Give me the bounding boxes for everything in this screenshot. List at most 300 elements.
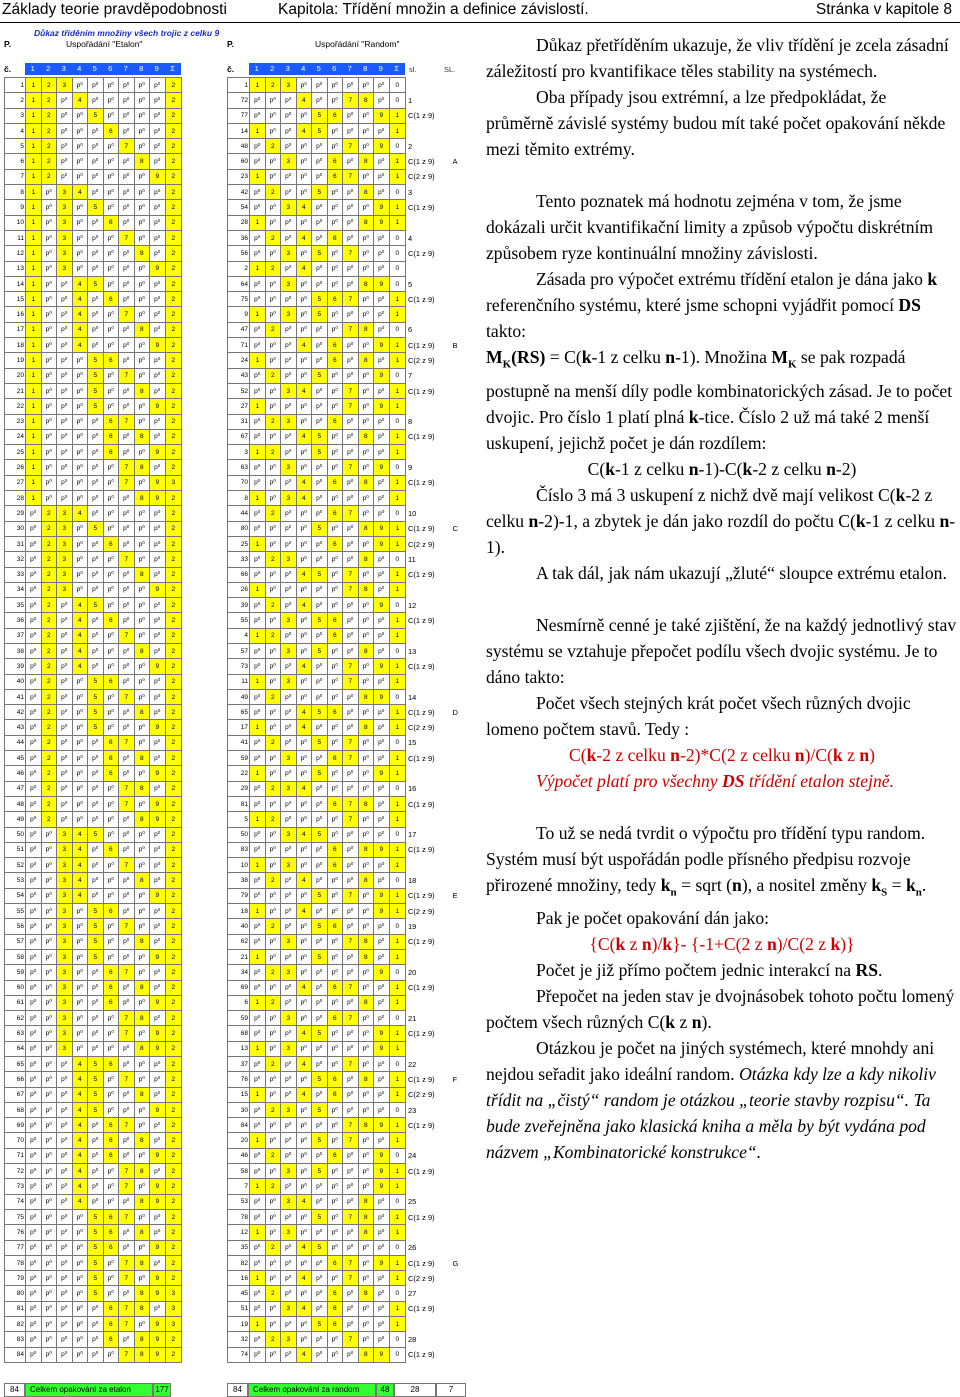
table-cell: p⁰ xyxy=(250,292,266,307)
table-cell: p⁰ xyxy=(312,139,328,154)
table-cell: 2 xyxy=(41,521,57,536)
group-label-cell xyxy=(451,980,483,995)
sl-cell: C(1 z 9) xyxy=(408,1350,435,1360)
text-run: -2) xyxy=(835,458,857,479)
text-run: k xyxy=(895,484,906,505)
table-cell: p⁰ xyxy=(134,1317,150,1332)
table-cell: p⁰ xyxy=(343,1194,359,1209)
table-cell: 6 xyxy=(327,980,343,995)
table-row xyxy=(228,1317,483,1332)
table-cell: p⁰ xyxy=(327,766,343,781)
sum-cell: 2 xyxy=(165,445,182,460)
sum-cell: 0 xyxy=(389,1102,406,1117)
table-cell: p⁰ xyxy=(265,1209,281,1224)
table-cell: p⁰ xyxy=(265,705,281,720)
sum-cell: 1 xyxy=(389,1072,406,1087)
text-run: n xyxy=(691,1012,702,1033)
table-cell: 2 xyxy=(265,322,281,337)
table-cell: 3 xyxy=(281,1332,297,1347)
table-cell: p⁰ xyxy=(72,1240,88,1255)
table-cell: p⁰ xyxy=(41,322,57,337)
text-run: Přepočet na jeden stav je dvojnásobek tohoto počtu lomený počtem všech různých C( xyxy=(486,986,955,1033)
sum-cell: 2 xyxy=(165,659,182,674)
table-cell: p⁰ xyxy=(150,292,166,307)
table-cell: p⁰ xyxy=(103,169,119,184)
table-cell: 3 xyxy=(57,261,73,276)
table-cell: p⁰ xyxy=(296,628,312,643)
table-cell: p⁰ xyxy=(358,139,374,154)
table-cell: p⁰ xyxy=(265,338,281,353)
table-cell: p⁰ xyxy=(281,1118,297,1133)
table-cell: p⁰ xyxy=(343,521,359,536)
table-cell: 2 xyxy=(265,812,281,827)
table-row xyxy=(5,766,182,781)
table-cell: p⁰ xyxy=(150,215,166,230)
table-cell: 5 xyxy=(88,1255,104,1270)
table-cell: p⁰ xyxy=(72,521,88,536)
table-cell: p⁰ xyxy=(41,353,57,368)
row-number: 80 xyxy=(228,521,250,536)
table-row xyxy=(228,919,483,934)
table-cell: p⁰ xyxy=(296,1179,312,1194)
table-cell: 1 xyxy=(26,139,42,154)
table-cell: 5 xyxy=(88,108,104,123)
group-label-cell: D xyxy=(452,707,458,717)
paragraph xyxy=(486,560,958,586)
table-cell: p⁰ xyxy=(374,643,390,658)
table-row xyxy=(228,445,483,460)
table-cell: p⁰ xyxy=(312,1041,328,1056)
table-cell: p⁰ xyxy=(265,399,281,414)
table-cell: p⁰ xyxy=(72,215,88,230)
table-cell: p⁰ xyxy=(134,552,150,567)
table-cell: p⁰ xyxy=(41,399,57,414)
table-cell: p⁰ xyxy=(296,965,312,980)
table-cell: p⁰ xyxy=(103,1087,119,1102)
table-cell: p⁰ xyxy=(134,735,150,750)
table-cell: p⁰ xyxy=(358,383,374,398)
table-cell: p⁰ xyxy=(57,353,73,368)
row-number: 28 xyxy=(228,215,250,230)
sl-cell: C(1 z 9) xyxy=(408,478,435,488)
table-cell: p⁰ xyxy=(41,1286,57,1301)
table-cell: p⁰ xyxy=(72,949,88,964)
table-cell: p⁰ xyxy=(88,93,104,108)
sum-cell: 2 xyxy=(165,858,182,873)
table-cell: p⁰ xyxy=(327,643,343,658)
table-cell: 8 xyxy=(358,215,374,230)
table-cell: p⁰ xyxy=(57,1301,73,1316)
table-row xyxy=(5,230,182,245)
table-cell: p⁰ xyxy=(281,292,297,307)
group-label-cell xyxy=(451,200,483,215)
table-cell: p⁰ xyxy=(374,445,390,460)
table-cell: 4 xyxy=(72,613,88,628)
table-cell: 3 xyxy=(281,276,297,291)
table-cell: 7 xyxy=(119,368,135,383)
row-number: 41 xyxy=(5,689,26,704)
sl-cell: 26 xyxy=(408,1243,417,1253)
table-cell: p⁰ xyxy=(150,521,166,536)
table-cell: 5 xyxy=(312,1240,328,1255)
table-cell: p⁰ xyxy=(312,812,328,827)
table-cell: p⁰ xyxy=(72,368,88,383)
table-cell: p⁰ xyxy=(265,1317,281,1332)
table-cell: p⁰ xyxy=(281,1087,297,1102)
table-cell: p⁰ xyxy=(134,215,150,230)
table-cell: p⁰ xyxy=(296,919,312,934)
table-cell: 9 xyxy=(150,399,166,414)
table-cell: 7 xyxy=(119,628,135,643)
table-cell: p⁰ xyxy=(265,169,281,184)
row-number: 34 xyxy=(228,965,250,980)
table-cell: p⁰ xyxy=(150,689,166,704)
table-cell: p⁰ xyxy=(265,123,281,138)
table-cell: p⁰ xyxy=(250,980,266,995)
table-cell: p⁰ xyxy=(312,720,328,735)
table-cell: p⁰ xyxy=(296,1133,312,1148)
table-cell: p⁰ xyxy=(327,276,343,291)
table-cell: p⁰ xyxy=(41,261,57,276)
table-row xyxy=(5,582,182,597)
table-cell: p⁰ xyxy=(134,919,150,934)
table-cell: 8 xyxy=(358,154,374,169)
table-row xyxy=(228,536,483,551)
table-row xyxy=(228,567,483,582)
table-cell: p⁰ xyxy=(134,338,150,353)
table-cell: p⁰ xyxy=(41,230,57,245)
table-row xyxy=(228,169,483,184)
table-cell: 4 xyxy=(296,720,312,735)
table-cell: p⁰ xyxy=(119,506,135,521)
table-cell: 2 xyxy=(265,1148,281,1163)
table-cell: p⁰ xyxy=(41,1271,57,1286)
sum-cell: 0 xyxy=(389,643,406,658)
table-cell: p⁰ xyxy=(281,1240,297,1255)
row-number: 35 xyxy=(228,1240,250,1255)
row-number: 11 xyxy=(228,674,250,689)
table-cell: p⁰ xyxy=(72,78,88,93)
table-cell: p⁰ xyxy=(72,460,88,475)
table-cell: p⁰ xyxy=(72,108,88,123)
table-cell: p⁰ xyxy=(72,552,88,567)
group-label-cell xyxy=(451,1148,483,1163)
table-cell: p⁰ xyxy=(72,139,88,154)
sl-cell xyxy=(406,949,451,964)
table-cell: p⁰ xyxy=(343,919,359,934)
table-cell: 7 xyxy=(119,460,135,475)
table-row xyxy=(5,200,182,215)
table-cell: 3 xyxy=(281,414,297,429)
table-cell: p⁰ xyxy=(57,475,73,490)
table-cell: p⁰ xyxy=(327,1347,343,1362)
table-row xyxy=(228,888,483,903)
table-cell: p⁰ xyxy=(41,491,57,506)
right-footer xyxy=(227,1383,466,1395)
sum-cell: 0 xyxy=(389,230,406,245)
table-cell: p⁰ xyxy=(41,965,57,980)
table-cell: p⁰ xyxy=(119,598,135,613)
table-cell: p⁰ xyxy=(312,169,328,184)
group-label-cell xyxy=(451,1347,483,1362)
table-cell: p⁰ xyxy=(103,460,119,475)
table-cell: p⁰ xyxy=(41,1179,57,1194)
row-number: 72 xyxy=(228,93,250,108)
table-row xyxy=(228,1041,483,1056)
table-row xyxy=(5,567,182,582)
row-number: 42 xyxy=(228,185,250,200)
table-cell: p⁰ xyxy=(103,1255,119,1270)
table-row xyxy=(228,78,483,93)
header-chapter: Kapitola: Třídění množin a definice závislostí. xyxy=(278,1,589,18)
table-cell: 4 xyxy=(296,123,312,138)
group-label-cell xyxy=(451,1194,483,1209)
row-number: 79 xyxy=(5,1271,26,1286)
table-cell: p⁰ xyxy=(281,1148,297,1163)
table-cell: p⁰ xyxy=(26,659,42,674)
table-cell: p⁰ xyxy=(72,796,88,811)
table-cell: p⁰ xyxy=(374,292,390,307)
row-number: 31 xyxy=(228,414,250,429)
table-cell: p⁰ xyxy=(265,108,281,123)
table-cell: p⁰ xyxy=(327,1179,343,1194)
text-run: k xyxy=(832,744,843,765)
table-cell: p⁰ xyxy=(119,995,135,1010)
paragraph xyxy=(486,742,958,768)
sl-cell: C(2 z 9) xyxy=(408,1273,435,1283)
row-number: 33 xyxy=(5,567,26,582)
table-cell: 5 xyxy=(88,1087,104,1102)
table-cell: 1 xyxy=(250,1041,266,1056)
table-cell: 9 xyxy=(150,491,166,506)
table-cell: p⁰ xyxy=(250,567,266,582)
table-cell: p⁰ xyxy=(250,934,266,949)
table-cell: p⁰ xyxy=(343,261,359,276)
group-label-cell xyxy=(451,858,483,873)
table-cell: p⁰ xyxy=(88,445,104,460)
table-cell: 3 xyxy=(57,230,73,245)
table-cell: p⁰ xyxy=(103,1271,119,1286)
table-cell: 6 xyxy=(327,796,343,811)
sl-cell xyxy=(406,812,451,827)
table-cell: p⁰ xyxy=(312,1011,328,1026)
table-cell: 2 xyxy=(41,536,57,551)
table-row xyxy=(228,858,483,873)
row-number: 53 xyxy=(5,873,26,888)
row-number: 23 xyxy=(228,169,250,184)
header-number: 2 xyxy=(46,64,51,73)
table-cell: p⁰ xyxy=(281,1026,297,1041)
table-cell: 2 xyxy=(41,751,57,766)
sum-cell: 1 xyxy=(389,720,406,735)
table-cell: 9 xyxy=(374,689,390,704)
table-cell: 3 xyxy=(57,185,73,200)
table-cell: p⁰ xyxy=(150,904,166,919)
table-cell: p⁰ xyxy=(103,1164,119,1179)
table-cell: p⁰ xyxy=(134,1057,150,1072)
table-cell: p⁰ xyxy=(374,414,390,429)
text-run: = sqrt ( xyxy=(676,874,733,895)
table-cell: 5 xyxy=(312,567,328,582)
group-label-cell xyxy=(451,598,483,613)
text-run: Otázkou je počet na jiných systémech, které mnohdy ani nejdou seřadit jako ideální random. xyxy=(486,1038,935,1085)
row-number: 12 xyxy=(228,1225,250,1240)
sum-cell: 2 xyxy=(165,1148,182,1163)
paragraph-gap xyxy=(486,162,958,188)
row-number: 51 xyxy=(228,1301,250,1316)
table-cell: p⁰ xyxy=(41,919,57,934)
table-cell: p⁰ xyxy=(327,215,343,230)
group-label-cell xyxy=(451,735,483,750)
table-cell: p⁰ xyxy=(312,200,328,215)
table-cell: p⁰ xyxy=(41,276,57,291)
table-cell: p⁰ xyxy=(250,108,266,123)
table-cell: p⁰ xyxy=(150,1118,166,1133)
table-cell: p⁰ xyxy=(134,1102,150,1117)
table-row xyxy=(5,1286,182,1301)
table-cell: p⁰ xyxy=(343,1164,359,1179)
table-cell: p⁰ xyxy=(327,1332,343,1347)
table-cell: p⁰ xyxy=(374,827,390,842)
table-cell: 8 xyxy=(134,873,150,888)
table-cell: p⁰ xyxy=(250,322,266,337)
table-cell: p⁰ xyxy=(296,1332,312,1347)
table-cell: 1 xyxy=(26,230,42,245)
table-cell: 1 xyxy=(250,491,266,506)
sum-cell: 1 xyxy=(389,429,406,444)
table-cell: p⁰ xyxy=(296,445,312,460)
sl-cell: C(1 z 9) xyxy=(408,1258,435,1268)
sum-cell: 2 xyxy=(165,812,182,827)
table-cell: 3 xyxy=(57,78,73,93)
sl-cell: 15 xyxy=(408,738,417,748)
row-number: 70 xyxy=(5,1133,26,1148)
table-row xyxy=(228,261,483,276)
table-cell: p⁰ xyxy=(134,78,150,93)
table-cell: 8 xyxy=(358,552,374,567)
table-cell: p⁰ xyxy=(103,812,119,827)
table-cell: p⁰ xyxy=(119,751,135,766)
table-cell: 6 xyxy=(327,1286,343,1301)
table-cell: p⁰ xyxy=(41,904,57,919)
sum-cell: 2 xyxy=(165,1225,182,1240)
sum-cell: 2 xyxy=(165,934,182,949)
table-cell: p⁰ xyxy=(26,1271,42,1286)
table-row xyxy=(5,1179,182,1194)
sum-cell: 2 xyxy=(165,1057,182,1072)
row-number: 65 xyxy=(5,1057,26,1072)
table-cell: p⁰ xyxy=(57,1102,73,1117)
table-cell: p⁰ xyxy=(134,995,150,1010)
table-row xyxy=(228,1011,483,1026)
table-cell: 9 xyxy=(150,949,166,964)
table-cell: p⁰ xyxy=(281,521,297,536)
table-cell: p⁰ xyxy=(343,1041,359,1056)
table-cell: 8 xyxy=(134,643,150,658)
table-cell: p⁰ xyxy=(281,735,297,750)
group-label-cell xyxy=(451,108,483,123)
paragraph xyxy=(486,957,958,983)
table-cell: p⁰ xyxy=(327,827,343,842)
table-cell: 3 xyxy=(281,154,297,169)
group-label-cell xyxy=(451,307,483,322)
group-label-cell xyxy=(451,1286,483,1301)
table-cell: 2 xyxy=(265,506,281,521)
table-cell: 3 xyxy=(57,1011,73,1026)
table-cell: 2 xyxy=(265,1102,281,1117)
table-cell: p⁰ xyxy=(26,643,42,658)
sum-cell: 0 xyxy=(389,276,406,291)
row-number: 19 xyxy=(5,353,26,368)
table-cell: 4 xyxy=(72,1179,88,1194)
table-cell: 4 xyxy=(72,1072,88,1087)
table-cell: p⁰ xyxy=(88,1026,104,1041)
table-cell: p⁰ xyxy=(312,215,328,230)
sum-cell: 1 xyxy=(389,582,406,597)
table-cell: p⁰ xyxy=(88,1148,104,1163)
table-cell: p⁰ xyxy=(250,521,266,536)
table-cell: 4 xyxy=(72,659,88,674)
row-number: 41 xyxy=(228,735,250,750)
row-number: 46 xyxy=(228,1148,250,1163)
table-cell: 6 xyxy=(327,705,343,720)
explanation-text xyxy=(486,32,958,1165)
header-number: 8 xyxy=(139,64,144,73)
table-cell: p⁰ xyxy=(296,154,312,169)
sum-cell: 1 xyxy=(389,1164,406,1179)
table-cell: 2 xyxy=(41,643,57,658)
table-cell: 8 xyxy=(358,322,374,337)
table-cell: p⁰ xyxy=(343,1102,359,1117)
sl-cell: C(1 z 9) xyxy=(408,845,435,855)
table-cell: p⁰ xyxy=(57,1209,73,1224)
table-cell: 6 xyxy=(103,674,119,689)
table-cell: p⁰ xyxy=(312,1301,328,1316)
table-cell: p⁰ xyxy=(134,475,150,490)
table-cell: 7 xyxy=(343,735,359,750)
table-cell: p⁰ xyxy=(265,292,281,307)
table-cell: p⁰ xyxy=(296,246,312,261)
table-cell: p⁰ xyxy=(374,1102,390,1117)
table-cell: p⁰ xyxy=(296,1148,312,1163)
table-cell: 4 xyxy=(296,781,312,796)
table-cell: p⁰ xyxy=(26,1164,42,1179)
text-run: (RS) xyxy=(511,347,546,367)
table-cell: 6 xyxy=(103,1332,119,1347)
table-cell: p⁰ xyxy=(41,934,57,949)
table-cell: 7 xyxy=(343,292,359,307)
table-cell: p⁰ xyxy=(327,735,343,750)
sum-cell: 1 xyxy=(389,307,406,322)
sl-cell: C(1 z 9) xyxy=(408,937,435,947)
table-cell: 3 xyxy=(57,873,73,888)
text-run: A tak dál, jak nám ukazují „žluté“ sloupce extrému etalon. xyxy=(536,562,947,583)
table-cell: p⁰ xyxy=(250,338,266,353)
table-cell: 9 xyxy=(374,1118,390,1133)
table-cell: 7 xyxy=(119,735,135,750)
table-cell: p⁰ xyxy=(150,674,166,689)
table-cell: p⁰ xyxy=(374,491,390,506)
text-run: K xyxy=(787,358,797,371)
table-cell: 2 xyxy=(41,766,57,781)
table-cell: p⁰ xyxy=(41,1240,57,1255)
table-row xyxy=(5,276,182,291)
table-cell: p⁰ xyxy=(72,1255,88,1270)
table-cell: p⁰ xyxy=(41,858,57,873)
table-cell: p⁰ xyxy=(343,766,359,781)
sum-cell: 1 xyxy=(389,1255,406,1270)
table-cell: p⁰ xyxy=(134,1240,150,1255)
